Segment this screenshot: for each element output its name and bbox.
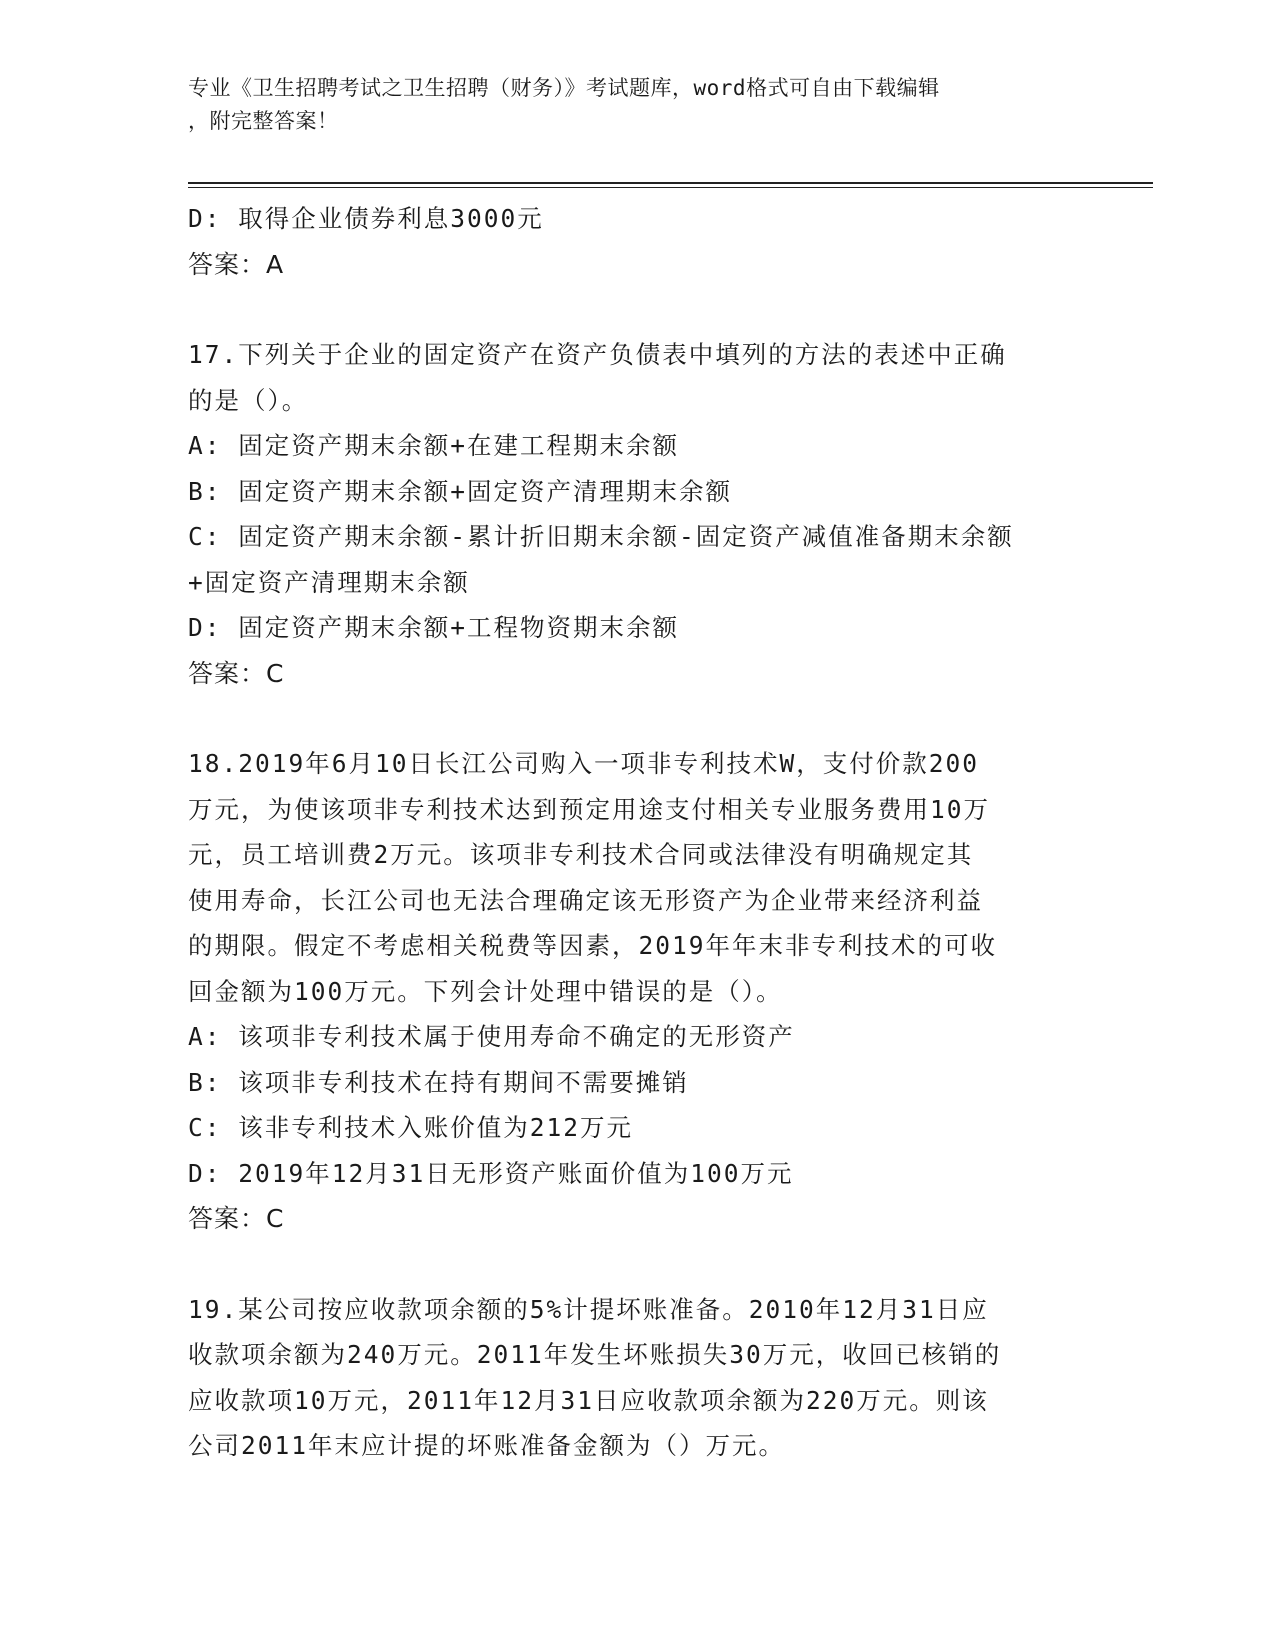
option-c-continued: +固定资产清理期末余额 (188, 567, 470, 597)
question-stem-line: 应收款项10万元，2011年12月31日应收款项余额为220万元。则该 (188, 1385, 989, 1415)
option-c: C: 该非专利技术入账价值为212万元 (188, 1113, 634, 1142)
document-header (188, 72, 1088, 138)
option-b: B: 该项非专利技术在持有期间不需要摊销 (188, 1067, 689, 1097)
spacer (188, 287, 1158, 332)
prev-answer: 答案：A (188, 249, 285, 279)
question-stem-line: 的期限。假定不考虑相关税费等因素，2019年年末非专利技术的可收 (188, 931, 997, 960)
question-stem-line: 18.2019年6月10日长江公司购入一项非专利技术W，支付价款200 (188, 749, 980, 778)
spacer (188, 696, 1158, 741)
header-line-2: ，附完整答案！ (188, 109, 339, 133)
question-stem-line: 公司2011年末应计提的坏账准备金额为（）万元。 (188, 1431, 785, 1460)
question-stem-line: 回金额为100万元。下列会计处理中错误的是（）。 (188, 976, 783, 1006)
question-stem-line: 使用寿命，长江公司也无法合理确定该无形资产为企业带来经济利益 (188, 885, 983, 915)
option-d: D: 固定资产期末余额+工程物资期末余额 (188, 613, 679, 642)
option-b: B: 固定资产期末余额+固定资产清理期末余额 (188, 476, 732, 506)
answer: 答案：C (188, 1204, 285, 1233)
question-stem-line: 19.某公司按应收款项余额的5%计提坏账准备。2010年12月31日应 (188, 1294, 989, 1324)
header-line-1: 专业《卫生招聘考试之卫生招聘（财务）》考试题库，word格式可自由下载编辑 (188, 76, 940, 100)
answer: 答案：C (188, 658, 285, 688)
question-stem-line: 元，员工培训费2万元。该项非专利技术合同或法律没有明确规定其 (188, 840, 974, 869)
option-c: C: 固定资产期末余额-累计折旧期末余额-固定资产减值准备期末余额 (188, 522, 1014, 551)
question-stem-line: 17.下列关于企业的固定资产在资产负债表中填列的方法的表述中正确 (188, 340, 1007, 369)
prev-option-d: D: 取得企业债券利息3000元 (188, 204, 544, 233)
option-d: D: 2019年12月31日无形资产账面价值为100万元 (188, 1158, 794, 1188)
question-17 (188, 332, 1158, 696)
option-a: A: 固定资产期末余额+在建工程期末余额 (188, 431, 679, 460)
document-page (188, 72, 1158, 1469)
spacer (188, 1242, 1158, 1287)
question-stem-line: 收款项余额为240万元。2011年发生坏账损失30万元，收回已核销的 (188, 1340, 1002, 1369)
question-19 (188, 1287, 1158, 1469)
question-stem-line: 的是（）。 (188, 385, 309, 415)
header-divider (188, 182, 1153, 188)
option-a: A: 该项非专利技术属于使用寿命不确定的无形资产 (188, 1022, 795, 1051)
question-stem-line: 万元，为使该项非专利技术达到预定用途支付相关专业服务费用10万 (188, 794, 990, 824)
question-18 (188, 741, 1158, 1242)
